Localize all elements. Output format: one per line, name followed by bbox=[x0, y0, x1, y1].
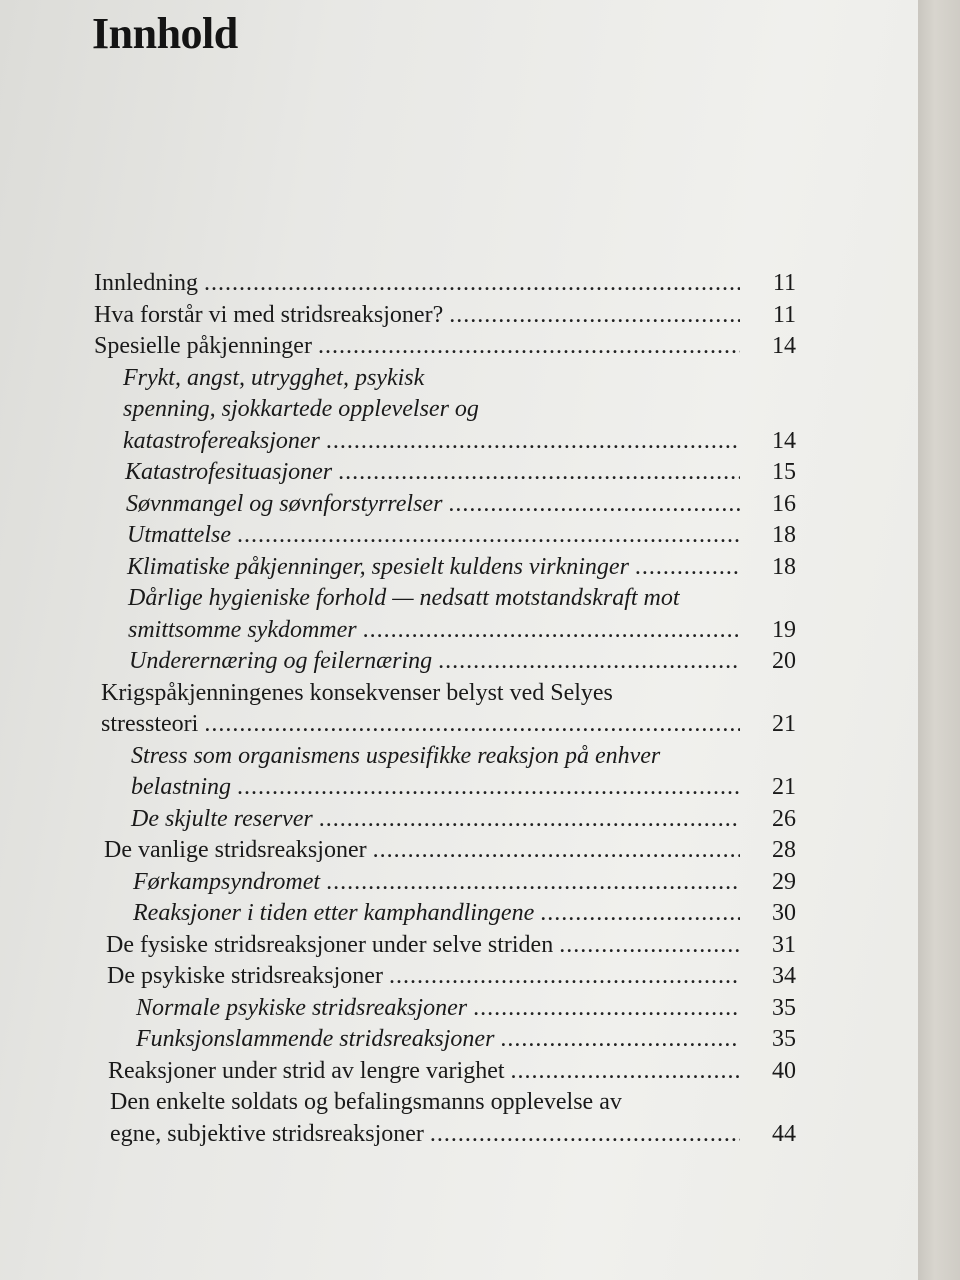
toc-page-number: 11 bbox=[772, 270, 796, 296]
toc-page-number: 44 bbox=[772, 1120, 796, 1147]
toc-entry-title: Dårlige hygieniske forhold — nedsatt motstandskraft mot bbox=[128, 585, 680, 611]
toc-page-number: 15 bbox=[772, 459, 796, 485]
toc-entry-title: smittsomme sykdommer bbox=[128, 616, 357, 643]
toc-entry-line bbox=[126, 489, 744, 521]
toc-entry bbox=[123, 363, 796, 458]
toc-entry bbox=[107, 961, 796, 993]
toc-entry bbox=[94, 300, 796, 332]
toc-entry bbox=[94, 268, 796, 300]
toc-entry-title: spenning, sjokkartede opplevelser og bbox=[123, 396, 479, 422]
dot-leader bbox=[511, 1056, 740, 1088]
dot-leader bbox=[559, 930, 740, 962]
toc-entry-title: De skjulte reserver bbox=[131, 805, 313, 832]
dot-leader bbox=[204, 709, 740, 741]
toc-entry-line bbox=[107, 961, 744, 993]
toc-page-number: 28 bbox=[772, 837, 796, 863]
toc-page-number: 21 bbox=[772, 774, 796, 800]
dot-leader bbox=[204, 268, 740, 300]
toc-entry-title: Stress som organismens uspesifikke reaksjon på enhver bbox=[131, 742, 661, 769]
toc-entry bbox=[136, 1024, 796, 1056]
toc-entry bbox=[108, 1056, 796, 1088]
toc-entry-line bbox=[128, 583, 744, 615]
toc-page-number: 26 bbox=[772, 805, 796, 832]
toc-entry bbox=[125, 457, 796, 489]
toc-entry-title: Innledning bbox=[94, 270, 198, 296]
toc-page-number: 40 bbox=[772, 1057, 796, 1084]
toc-entry-title: De psykiske stridsreaksjoner bbox=[107, 963, 383, 989]
toc-entry-title: Spesielle påkjenninger bbox=[94, 333, 312, 359]
toc-page-number: 14 bbox=[772, 427, 796, 454]
dot-leader bbox=[438, 646, 740, 678]
toc-entry-title: De fysiske stridsreaksjoner under selve striden bbox=[106, 931, 554, 958]
toc-entry-line bbox=[101, 678, 744, 710]
toc-entry-line bbox=[131, 772, 744, 804]
toc-entry-title: Reaksjoner i tiden etter kamphandlingene bbox=[133, 900, 535, 926]
toc-entry-line bbox=[125, 457, 744, 489]
dot-leader bbox=[326, 867, 740, 899]
toc-page-number: 34 bbox=[772, 963, 796, 989]
toc-entry bbox=[106, 930, 796, 962]
toc-entry-line bbox=[131, 804, 744, 836]
page-edge bbox=[918, 0, 960, 1280]
toc-page-number: 35 bbox=[772, 994, 796, 1021]
toc-entry-title: Krigspåkjenningenes konsekvenser belyst ved Selyes bbox=[101, 679, 613, 706]
toc-entry-line bbox=[123, 363, 744, 395]
dot-leader bbox=[635, 552, 740, 584]
toc-entry-title: Klimatiske påkjenninger, spesielt kuldens virkninger bbox=[127, 553, 629, 580]
toc-entry-line bbox=[110, 1119, 744, 1151]
toc-page-number: 29 bbox=[772, 868, 796, 895]
toc-entry-line bbox=[128, 615, 744, 647]
toc-entry-line bbox=[123, 394, 744, 426]
toc-page-number: 30 bbox=[772, 900, 796, 926]
page-title: Innhold bbox=[92, 9, 238, 58]
toc-entry bbox=[94, 331, 796, 363]
toc-entry bbox=[128, 583, 796, 646]
toc-entry-line bbox=[94, 331, 744, 363]
toc-page-number: 31 bbox=[772, 931, 796, 958]
dot-leader bbox=[500, 1024, 740, 1056]
toc-entry-line bbox=[123, 426, 744, 458]
toc-entry-title: Utmattelse bbox=[127, 522, 231, 548]
toc-entry-title: Normale psykiske stridsreaksjoner bbox=[136, 994, 468, 1021]
toc-page-number: 14 bbox=[772, 333, 796, 359]
toc-entry-line bbox=[108, 1056, 744, 1088]
toc-entry-line bbox=[131, 741, 744, 773]
toc-entry-title: egne, subjektive stridsreaksjoner bbox=[110, 1120, 424, 1147]
toc-entry-line bbox=[94, 300, 744, 332]
toc-entry-title: belastning bbox=[131, 774, 231, 800]
toc-entry bbox=[101, 678, 796, 741]
dot-leader bbox=[237, 772, 740, 804]
dot-leader bbox=[449, 300, 740, 332]
toc-entry bbox=[126, 489, 796, 521]
toc-entry-title: Reaksjoner under strid av lengre varighet bbox=[108, 1057, 505, 1084]
toc-entry-title: De vanlige stridsreaksjoner bbox=[104, 837, 367, 863]
toc-page-number: 20 bbox=[772, 648, 796, 674]
dot-leader bbox=[448, 489, 740, 521]
toc-page-number: 18 bbox=[772, 522, 796, 548]
dot-leader bbox=[319, 804, 740, 836]
toc-entry-line bbox=[136, 1024, 744, 1056]
toc-entry-title: Funksjonslammende stridsreaksjoner bbox=[136, 1026, 495, 1052]
toc-entry bbox=[131, 804, 796, 836]
toc-page-number: 21 bbox=[772, 711, 796, 737]
toc-page-number: 19 bbox=[772, 616, 796, 643]
dot-leader bbox=[326, 426, 740, 458]
toc-entry-title: Frykt, angst, utrygghet, psykisk bbox=[123, 364, 425, 391]
toc-entry-title: Førkampsyndromet bbox=[133, 868, 321, 895]
toc-entry-line bbox=[127, 552, 744, 584]
toc-entry-line bbox=[104, 835, 744, 867]
toc-entry-title: Underernæring og feilernæring bbox=[129, 648, 433, 674]
table-of-contents bbox=[0, 268, 918, 1150]
dot-leader bbox=[237, 520, 740, 552]
toc-entry bbox=[129, 646, 796, 678]
toc-entry bbox=[104, 835, 796, 867]
toc-page-number: 18 bbox=[772, 553, 796, 580]
toc-entry-line bbox=[110, 1087, 744, 1119]
toc-entry-title: katastrofereaksjoner bbox=[123, 427, 320, 454]
dot-leader bbox=[373, 835, 740, 867]
toc-entry-line bbox=[94, 268, 744, 300]
toc-entry-line bbox=[133, 867, 744, 899]
toc-entry bbox=[133, 867, 796, 899]
dot-leader bbox=[338, 457, 740, 489]
toc-entry-title: Katastrofesituasjoner bbox=[125, 459, 333, 485]
toc-page-number: 35 bbox=[772, 1026, 796, 1052]
toc-entry bbox=[131, 741, 796, 804]
toc-entry-line bbox=[127, 520, 744, 552]
toc-page-number: 11 bbox=[772, 301, 796, 328]
toc-page-number: 16 bbox=[772, 490, 796, 517]
toc-entry bbox=[110, 1087, 796, 1150]
toc-entry bbox=[127, 520, 796, 552]
dot-leader bbox=[318, 331, 740, 363]
toc-entry-line bbox=[106, 930, 744, 962]
toc-entry-title: stressteori bbox=[101, 711, 199, 737]
toc-entry bbox=[127, 552, 796, 584]
toc-entry-line bbox=[101, 709, 744, 741]
toc-entry bbox=[133, 898, 796, 930]
dot-leader bbox=[430, 1119, 740, 1151]
dot-leader bbox=[473, 993, 740, 1025]
dot-leader bbox=[389, 961, 740, 993]
toc-entry-line bbox=[136, 993, 744, 1025]
toc-entry-title: Den enkelte soldats og befalingsmanns opplevelse av bbox=[110, 1089, 622, 1115]
toc-entry-title: Søvnmangel og søvnforstyrrelser bbox=[126, 490, 443, 517]
toc-entry-line bbox=[133, 898, 744, 930]
toc-entry-title: Hva forstår vi med stridsreaksjoner? bbox=[94, 301, 444, 328]
dot-leader bbox=[540, 898, 740, 930]
dot-leader bbox=[363, 615, 740, 647]
toc-entry bbox=[136, 993, 796, 1025]
toc-entry-line bbox=[129, 646, 744, 678]
